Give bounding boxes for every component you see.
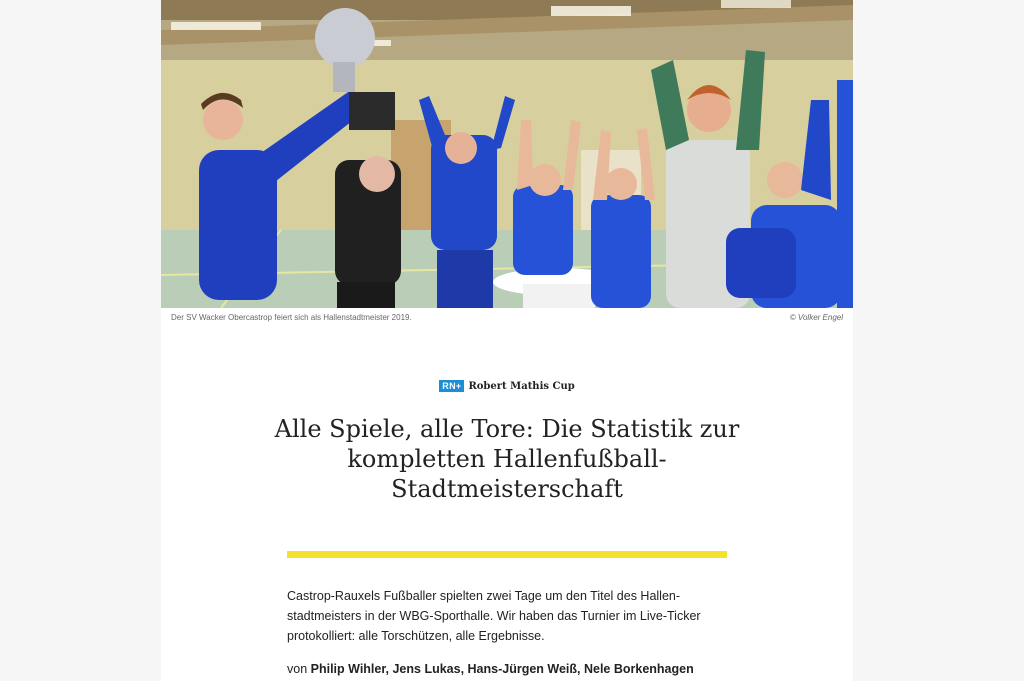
hero-image[interactable] (161, 0, 853, 308)
rn-plus-badge: RN+ (439, 380, 464, 392)
team-celebration-photo (161, 0, 853, 308)
kicker-label[interactable]: Robert Mathis Cup (468, 381, 575, 392)
kicker (161, 380, 853, 392)
article-page (161, 0, 853, 681)
image-credit: © Volker Engel (789, 313, 843, 322)
byline-prefix: von (287, 662, 308, 676)
article-headline: Alle Spiele, alle Tore: Die Statistik zur kompletten Hallenfußball-Stadtmeisterschaft (274, 415, 740, 503)
yellow-divider (287, 551, 727, 558)
byline (287, 662, 847, 676)
caption-row (161, 310, 853, 324)
article-teaser: Castrop-Rauxels Fußballer spielten zwei Tage um den Titel des Hallenstadtmeisters in der WBG-Sporthalle. Wir haben das Turnier im Live-Ticker protokolliert: alle Torschützen, alle Ergebnisse. (287, 589, 701, 643)
byline-authors[interactable]: Philip Wihler, Jens Lukas, Hans-Jürgen Weiß, Nele Borkenhagen (310, 662, 694, 676)
image-caption: Der SV Wacker Obercastrop feiert sich als Hallenstadtmeister 2019. (171, 313, 412, 322)
